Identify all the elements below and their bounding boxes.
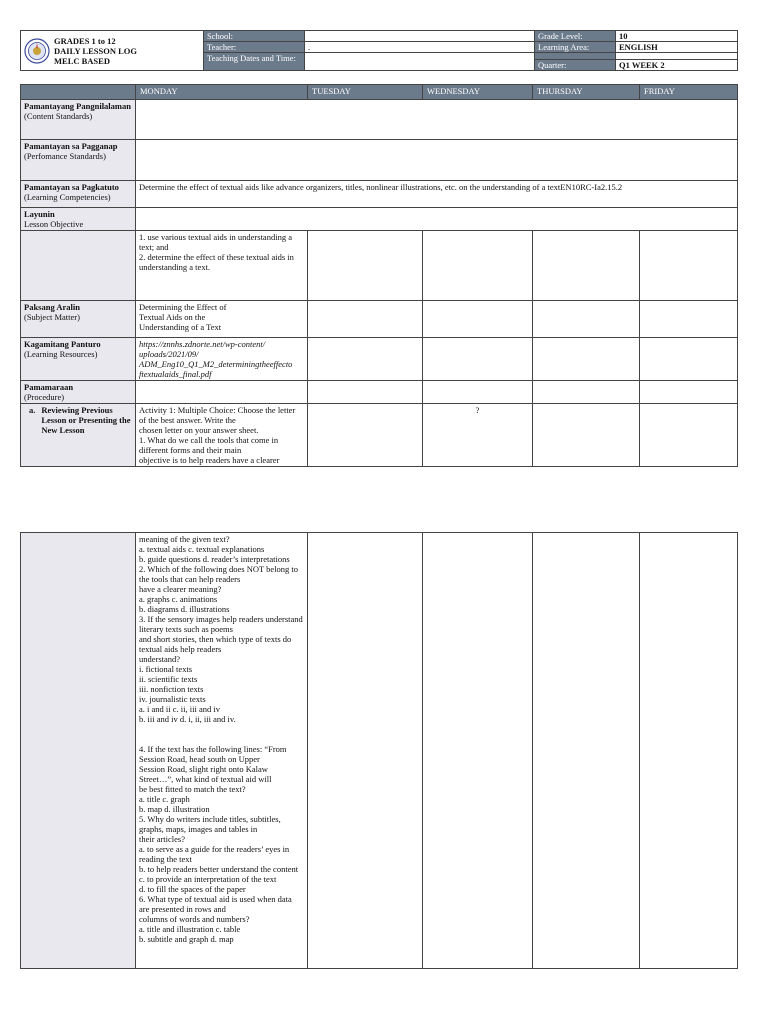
objective-label xyxy=(21,208,136,231)
procedure-friday[interactable] xyxy=(640,381,738,404)
resources-row xyxy=(21,338,738,381)
dates-value[interactable] xyxy=(305,53,535,71)
subject-label xyxy=(21,301,136,338)
objective-thursday[interactable] xyxy=(533,231,640,301)
content-standards-row xyxy=(21,100,738,140)
blank-label-cell xyxy=(535,53,616,60)
continuation-row xyxy=(21,533,738,969)
review-friday[interactable] xyxy=(640,404,738,467)
resources-wednesday[interactable] xyxy=(423,338,533,381)
resources-link[interactable]: https://znnhs.zdnorte.net/wp-content/ uploads/2021/09/ ADM_Eng10_Q1_M2_determiningtheeffecto ftextualaids_final.pdf xyxy=(136,338,308,381)
school-value[interactable] xyxy=(305,31,535,42)
subject-row xyxy=(21,301,738,338)
continuation-left-blank xyxy=(21,533,136,969)
review-wednesday[interactable]: ? xyxy=(423,404,533,467)
lesson-log-table xyxy=(20,84,738,467)
school-label: School: xyxy=(204,31,305,42)
review-label xyxy=(21,404,136,467)
day-header-row xyxy=(21,85,738,100)
resources-title: Kagamitang Panturo xyxy=(24,339,101,349)
content-standards-label xyxy=(21,100,136,140)
header-table xyxy=(20,30,738,71)
grade-level-label: Grade Level: xyxy=(535,31,616,42)
dates-label: Teaching Dates and Time: xyxy=(204,53,305,71)
review-letter: a. xyxy=(28,405,36,415)
review-row xyxy=(21,404,738,467)
title-line-3: MELC BASED xyxy=(54,55,110,66)
quarter-label: Quarter: xyxy=(535,60,616,71)
subject-monday[interactable]: Determining the Effect of Textual Aids on the Understanding of a Text xyxy=(136,301,308,338)
content-standards-sub: (Content Standards) xyxy=(24,111,93,121)
learning-area-label: Learning Area: xyxy=(535,42,616,53)
performance-standards-row xyxy=(21,140,738,181)
objective-left-blank xyxy=(21,231,136,301)
teacher-label: Teacher: xyxy=(204,42,305,53)
continuation-friday[interactable] xyxy=(640,533,738,969)
performance-standards-sub: (Perfomance Standards) xyxy=(24,151,106,161)
teacher-value[interactable]: . xyxy=(305,42,535,53)
performance-standards-title: Pamantayan sa Pagganap xyxy=(24,141,118,151)
blank-value-cell xyxy=(616,53,738,60)
grade-level-value[interactable]: 10 xyxy=(616,31,738,42)
resources-tuesday[interactable] xyxy=(308,338,423,381)
procedure-label xyxy=(21,381,136,404)
objective-sub: Lesson Objective xyxy=(24,219,84,229)
subject-wednesday[interactable] xyxy=(423,301,533,338)
review-title: Reviewing Previous Lesson or Presenting the New Lesson xyxy=(41,405,131,435)
objective-monday[interactable]: 1. use various textual aids in understanding a text; and 2. determine the effect of these textual aids in understanding a text. xyxy=(136,231,308,301)
subject-sub: (Subject Matter) xyxy=(24,312,80,322)
continuation-wednesday[interactable] xyxy=(423,533,533,969)
review-tuesday[interactable] xyxy=(308,404,423,467)
quarter-value[interactable]: Q1 WEEK 2 xyxy=(616,60,738,71)
day-header-thursday: THURSDAY xyxy=(533,85,640,100)
competencies-row xyxy=(21,181,738,208)
day-header-tuesday: TUESDAY xyxy=(308,85,423,100)
objective-title: Layunin xyxy=(24,209,55,219)
header-logo-cell xyxy=(21,31,204,71)
title-line-2: DAILY LESSON LOG xyxy=(54,45,137,56)
continuation-tuesday[interactable] xyxy=(308,533,423,969)
procedure-thursday[interactable] xyxy=(533,381,640,404)
header-title xyxy=(54,36,137,66)
resources-thursday[interactable] xyxy=(533,338,640,381)
subject-friday[interactable] xyxy=(640,301,738,338)
procedure-title: Pamamaraan xyxy=(24,382,74,392)
continuation-monday[interactable]: meaning of the given text? a. textual aids c. textual explanations b. guide questions d. reader’s interpretations 2. Which of the following does NOT belong to the tools that can help readers have a clearer meaning? a. graphs c. animations b. diagrams d. illustrations 3. If the sensory images help readers understand literary texts such as poems and short stories, then which type of texts do textual aids help readers understand? i. fictional texts ii. scientific texts iii. nonfiction texts iv. journalistic texts a. i and ii c. ii, iii and iv b. iii and iv d. i, ii, iii and iv. 4. If the text has the following lines: “From Session Road, head south on Upper Session Road, slight right onto Kalaw Street…”, what kind of textual aid will be best fitted to match the text? a. title c. graph b. map d. illustration 5. Why do writers include titles, subtitles, graphs, maps, images and tables in their articles? a. to serve as a guide for the readers’ eyes in reading the text b. to help readers better understand the content c. to provide an interpretation of the text d. to fill the spaces of the paper 6. What type of textual aid is used when data are presented in rows and columns of words and numbers? a. title and illustration c. table b. subtitle and graph d. map xyxy=(136,533,308,969)
competencies-value[interactable]: Determine the effect of textual aids like advance organizers, titles, nonlinear illustrations, etc. on the understanding of a textEN10RC-Ia2.15.2 xyxy=(136,181,738,208)
objective-wednesday[interactable] xyxy=(423,231,533,301)
objective-friday[interactable] xyxy=(640,231,738,301)
procedure-tuesday[interactable] xyxy=(308,381,423,404)
subject-thursday[interactable] xyxy=(533,301,640,338)
day-header-wednesday: WEDNESDAY xyxy=(423,85,533,100)
competencies-label xyxy=(21,181,136,208)
deped-seal-icon xyxy=(24,38,50,64)
subject-title: Paksang Aralin xyxy=(24,302,80,312)
continuation-table xyxy=(20,532,738,969)
objective-tuesday[interactable] xyxy=(308,231,423,301)
resources-label xyxy=(21,338,136,381)
day-header-blank xyxy=(21,85,136,100)
day-header-monday: MONDAY xyxy=(136,85,308,100)
subject-tuesday[interactable] xyxy=(308,301,423,338)
resources-sub: (Learning Resources) xyxy=(24,349,98,359)
content-standards-value[interactable] xyxy=(136,100,738,140)
procedure-monday[interactable] xyxy=(136,381,308,404)
performance-standards-label xyxy=(21,140,136,181)
procedure-wednesday[interactable] xyxy=(423,381,533,404)
competencies-title: Pamantayan sa Pagkatuto xyxy=(24,182,119,192)
procedure-row xyxy=(21,381,738,404)
title-line-1: GRADES 1 to 12 xyxy=(54,35,116,46)
review-monday[interactable]: Activity 1: Multiple Choice: Choose the letter of the best answer. Write the chosen letter on your answer sheet. 1. What do we call the tools that come in different forms and their main objective is to help readers have a clearer xyxy=(136,404,308,467)
performance-standards-value[interactable] xyxy=(136,140,738,181)
objective-header-row xyxy=(21,208,738,231)
day-header-friday: FRIDAY xyxy=(640,85,738,100)
continuation-thursday[interactable] xyxy=(533,533,640,969)
objective-header-value xyxy=(136,208,738,231)
competencies-sub: (Learning Competencies) xyxy=(24,192,111,202)
review-thursday[interactable] xyxy=(533,404,640,467)
learning-area-value[interactable]: ENGLISH xyxy=(616,42,738,53)
objective-row xyxy=(21,231,738,301)
resources-friday[interactable] xyxy=(640,338,738,381)
procedure-sub: (Procedure) xyxy=(24,392,65,402)
content-standards-title: Pamantayang Pangnilalaman xyxy=(24,101,131,111)
